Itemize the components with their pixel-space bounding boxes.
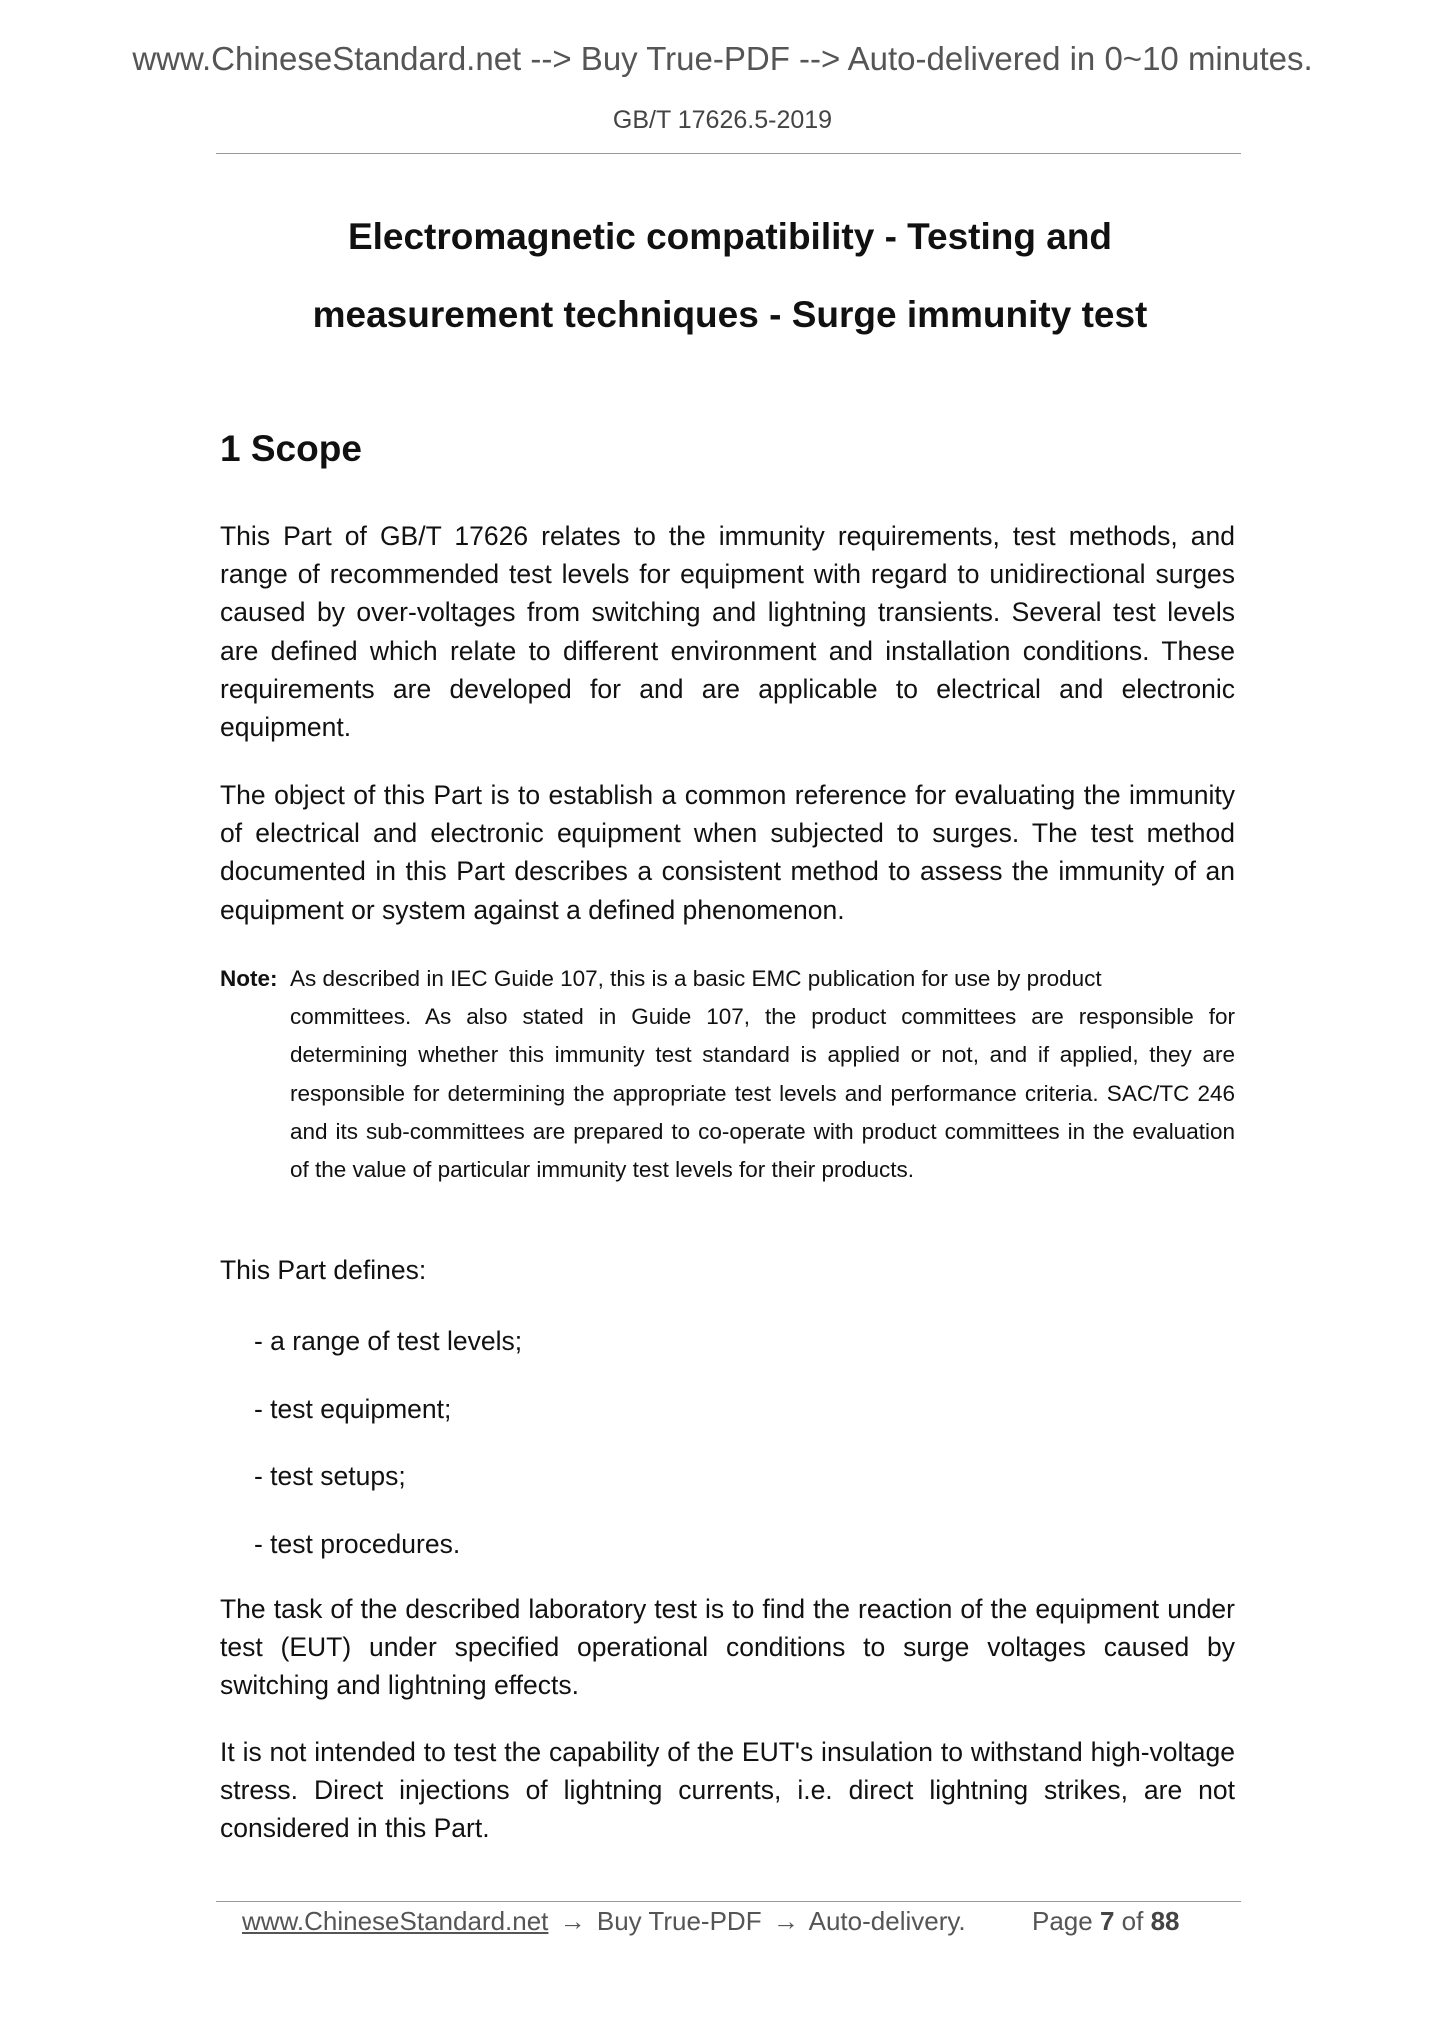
list-item: - test equipment; (254, 1393, 452, 1424)
list-item: - a range of test levels; (254, 1326, 523, 1356)
page-word: Page (1032, 1906, 1093, 1936)
section-heading-scope: 1 Scope (220, 428, 362, 469)
note-first-line (220, 960, 1235, 998)
note-text-first: As described in IEC Guide 107, this is a basic EMC publication for use by product (290, 966, 1102, 991)
note-label: Note: (220, 966, 278, 991)
footer-delivery-text: Auto-delivery. (808, 1906, 966, 1936)
list-item: - test setups; (254, 1461, 406, 1491)
document-title-line-1: Electromagnetic compatibility - Testing and (347, 216, 1113, 257)
scope-paragraph-4: It is not intended to test the capability of the EUT's insulation to withstand high-voltage stress. Direct injections of lightning currents, i.e. direct lightning strikes, are not considered in this Part. (220, 1737, 1235, 1844)
document-code: GB/T 17626.5-2019 (612, 106, 833, 134)
footer-buy-text: Buy True-PDF (596, 1906, 762, 1936)
arrow-right-icon: → (772, 1906, 799, 1936)
page-current: 7 (1099, 1906, 1115, 1936)
arrow-right-icon: → (559, 1906, 586, 1936)
note-text-continued: committees. As also stated in Guide 107, the product committees are responsible for determining whether this immunity test standard is applied or not, and if applied, they are responsible for determining the appropriate test levels and performance criteria. SAC/TC 246 and its sub-committees are prepared to co-operate with product committees in the evaluation of the value of particular immunity test levels for their products. (290, 1004, 1235, 1183)
page-total: 88 (1150, 1906, 1180, 1936)
document-title-line-2: measurement techniques - Surge immunity test (312, 294, 1148, 335)
of-word: of (1121, 1906, 1144, 1936)
defines-intro: This Part defines: (220, 1255, 427, 1285)
page-footer (242, 1906, 1180, 1937)
page-number (1032, 1906, 1180, 1937)
site-banner: www.ChineseStandard.net --> Buy True-PDF --> Auto-delivered in 0~10 minutes. (132, 40, 1313, 77)
note-block (220, 960, 1235, 1189)
header-divider (216, 153, 1241, 154)
defines-list (254, 1322, 522, 1592)
footer-site-link[interactable]: www.ChineseStandard.net (242, 1906, 549, 1936)
list-item: - test procedures. (254, 1528, 461, 1559)
scope-paragraph-2: The object of this Part is to establish a common reference for evaluating the immunity of electrical and electronic equipment when subjected to surges. The test method documented in this Part describes a consistent method to assess the immunity of an equipment or system against a defined phenomenon. (220, 780, 1235, 925)
footer-divider (216, 1901, 1241, 1902)
scope-paragraph-1: This Part of GB/T 17626 relates to the immunity requirements, test methods, and range of recommended test levels for equipment with regard to unidirectional surges caused by over-voltages from switching and lightning transients. Several test levels are defined which relate to different environment and installation conditions. These requirements are developed for and are applicable to electrical and electronic equipment. (220, 521, 1235, 743)
scope-paragraph-3: The task of the described laboratory test is to find the reaction of the equipment under test (EUT) under specified operational conditions to surge voltages caused by switching and lightning effects. (220, 1594, 1235, 1701)
